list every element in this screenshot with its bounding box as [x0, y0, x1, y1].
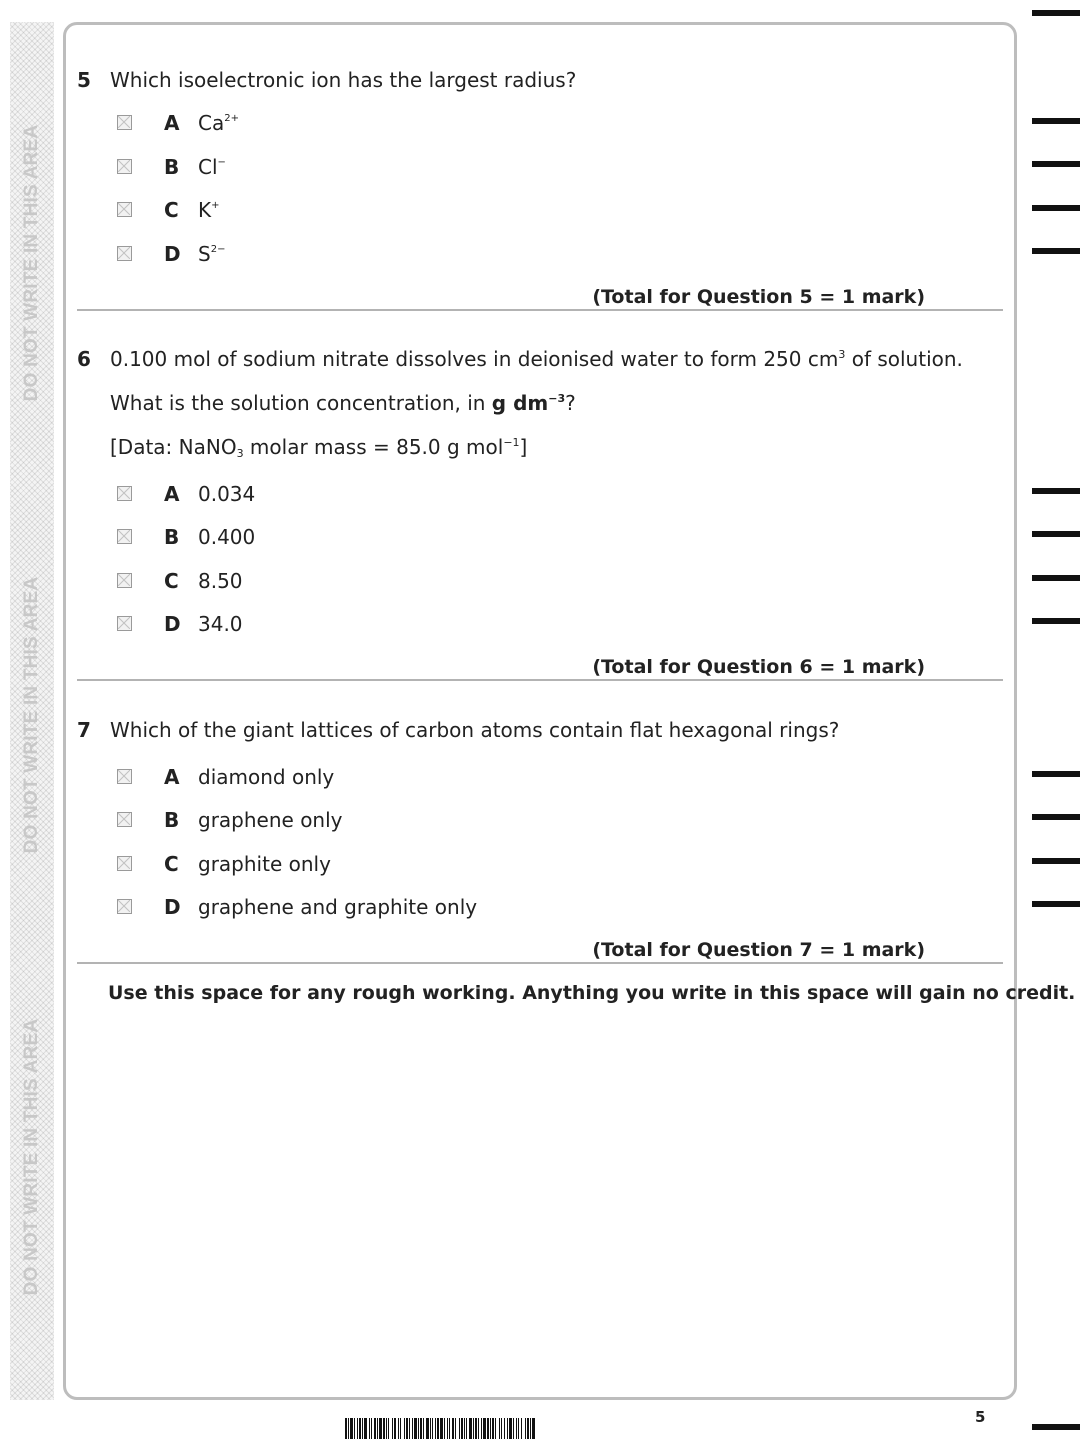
- prompt-text: What is the solution concentration, in: [110, 391, 492, 415]
- registration-mark: [1032, 575, 1080, 581]
- data-text: ]: [519, 435, 528, 459]
- margin-warning: DO NOT WRITE IN THIS AREA: [21, 1018, 42, 1296]
- barcode-bar: [509, 1418, 512, 1439]
- data-sub: 3: [236, 447, 244, 460]
- barcode-bar: [388, 1418, 389, 1439]
- barcode-bar: [359, 1418, 361, 1439]
- barcode-bar: [492, 1418, 494, 1439]
- ion-symbol: Ca: [198, 111, 225, 135]
- prompt-unit-sup: −3: [548, 392, 566, 405]
- divider: [77, 962, 1003, 964]
- barcode-bar: [414, 1418, 417, 1439]
- registration-mark: [1032, 161, 1080, 167]
- question-6-number: 6: [77, 347, 91, 371]
- barcode-bar: [386, 1418, 387, 1439]
- barcode-bar: [532, 1418, 535, 1439]
- option-text: [198, 111, 239, 135]
- barcode-bar: [513, 1418, 514, 1439]
- barcode-bar: [420, 1418, 422, 1439]
- registration-mark: [1032, 488, 1080, 494]
- barcode-bar: [444, 1418, 445, 1439]
- stem-sup: 3: [838, 348, 846, 361]
- barcode-bar: [495, 1418, 496, 1439]
- option-letter: D: [164, 895, 181, 919]
- barcode-bar: [418, 1418, 419, 1439]
- option-text: graphene only: [198, 808, 343, 832]
- ion-charge: 2+: [224, 113, 239, 124]
- barcode-bar: [374, 1418, 376, 1439]
- registration-mark: [1032, 858, 1080, 864]
- barcode-bar: [350, 1418, 353, 1439]
- barcode-bar: [364, 1418, 367, 1439]
- option-letter: B: [164, 808, 180, 832]
- question-7-stem: Which of the giant lattices of carbon atoms contain flat hexagonal rings?: [110, 718, 840, 742]
- question-5-number: 5: [77, 68, 91, 92]
- option-text: diamond only: [198, 765, 335, 789]
- page-number: 5: [975, 1408, 986, 1426]
- question-6-option-a[interactable]: [117, 482, 617, 508]
- barcode-bar: [357, 1418, 358, 1439]
- option-text: graphene and graphite only: [198, 895, 478, 919]
- answer-checkbox[interactable]: [117, 812, 132, 827]
- registration-mark: [1032, 1424, 1080, 1430]
- option-letter: D: [164, 242, 181, 266]
- barcode-bar: [432, 1418, 433, 1439]
- question-5-option-d[interactable]: [117, 242, 617, 268]
- option-text: [198, 155, 226, 179]
- barcode-bar: [400, 1418, 401, 1439]
- barcode-bar: [499, 1418, 500, 1439]
- option-letter: B: [164, 525, 180, 549]
- option-letter: C: [164, 569, 179, 593]
- barcode: [345, 1418, 735, 1439]
- answer-checkbox[interactable]: [117, 573, 132, 588]
- barcode-bar: [459, 1418, 460, 1439]
- ion-charge: 2−: [210, 244, 226, 255]
- option-letter: C: [164, 198, 179, 222]
- data-text: [Data: NaNO: [110, 435, 237, 459]
- question-5-option-b[interactable]: [117, 155, 617, 181]
- barcode-bar: [392, 1418, 393, 1439]
- option-letter: A: [164, 765, 180, 789]
- option-text: 0.034: [198, 482, 256, 506]
- question-6-option-c[interactable]: [117, 569, 617, 595]
- barcode-bar: [473, 1418, 474, 1439]
- question-5-total: (Total for Question 5 = 1 mark): [592, 286, 925, 308]
- answer-checkbox[interactable]: [117, 486, 132, 501]
- barcode-bar: [530, 1418, 531, 1439]
- registration-mark: [1032, 814, 1080, 820]
- rough-working-instruction: Use this space for any rough working. Anything you write in this space will gain no credit.: [108, 982, 1076, 1004]
- divider: [77, 309, 1003, 311]
- option-letter: A: [164, 111, 180, 135]
- option-text: [198, 242, 225, 266]
- barcode-bar: [518, 1418, 519, 1439]
- barcode-bar: [345, 1418, 347, 1439]
- barcode-bar: [409, 1418, 410, 1439]
- answer-checkbox[interactable]: [117, 529, 132, 544]
- barcode-bar: [507, 1418, 508, 1439]
- prompt-unit: g dm: [491, 391, 549, 415]
- barcode-bar: [379, 1418, 382, 1439]
- barcode-bar: [466, 1418, 467, 1439]
- stem-text: of solution.: [845, 347, 963, 371]
- question-7-option-a[interactable]: [117, 765, 617, 791]
- answer-checkbox[interactable]: [117, 899, 132, 914]
- question-7-total: (Total for Question 7 = 1 mark): [592, 939, 925, 961]
- question-5-option-a[interactable]: [117, 111, 617, 137]
- registration-mark: [1032, 901, 1080, 907]
- margin-warning: DO NOT WRITE IN THIS AREA: [21, 576, 42, 854]
- barcode-bar: [501, 1418, 502, 1439]
- barcode-bar: [487, 1418, 489, 1439]
- registration-mark: [1032, 248, 1080, 254]
- question-7-number: 7: [77, 718, 91, 742]
- barcode-bar: [475, 1418, 477, 1439]
- answer-checkbox[interactable]: [117, 769, 132, 784]
- answer-checkbox[interactable]: [117, 856, 132, 871]
- barcode-bar: [371, 1418, 372, 1439]
- barcode-bar: [481, 1418, 482, 1439]
- registration-mark: [1032, 618, 1080, 624]
- question-6-total: (Total for Question 6 = 1 mark): [592, 656, 925, 678]
- barcode-bar: [412, 1418, 413, 1439]
- barcode-bar: [354, 1418, 355, 1439]
- option-text: 34.0: [198, 612, 243, 636]
- question-5-stem: Which isoelectronic ion has the largest radius?: [110, 68, 577, 92]
- ion-symbol: S: [198, 242, 211, 266]
- barcode-bar: [461, 1418, 463, 1439]
- barcode-bar: [527, 1418, 529, 1439]
- answer-checkbox[interactable]: [117, 159, 132, 174]
- barcode-bar: [394, 1418, 396, 1439]
- data-text: molar mass = 85.0 g mol: [243, 435, 504, 459]
- barcode-bar: [440, 1418, 443, 1439]
- barcode-bar: [525, 1418, 526, 1439]
- barcode-bar: [398, 1418, 399, 1439]
- prompt-text: ?: [565, 391, 576, 415]
- margin-warning: DO NOT WRITE IN THIS AREA: [21, 124, 42, 402]
- registration-mark: [1032, 205, 1080, 211]
- data-sup: −1: [503, 436, 520, 449]
- barcode-bar: [406, 1418, 408, 1439]
- barcode-bar: [383, 1418, 385, 1439]
- barcode-bar: [369, 1418, 370, 1439]
- ion-symbol: Cl: [198, 155, 218, 179]
- barcode-bar: [455, 1418, 456, 1439]
- barcode-bar: [447, 1418, 448, 1439]
- barcode-bar: [362, 1418, 363, 1439]
- question-5-option-c[interactable]: [117, 198, 617, 224]
- registration-mark: [1032, 531, 1080, 537]
- answer-checkbox[interactable]: [117, 616, 132, 631]
- barcode-bar: [464, 1418, 465, 1439]
- registration-mark: [1032, 118, 1080, 124]
- answer-frame: [63, 22, 1017, 1400]
- question-7-option-d[interactable]: [117, 895, 617, 921]
- barcode-bar: [437, 1418, 439, 1439]
- registration-mark: [1032, 10, 1080, 16]
- barcode-bar: [435, 1418, 436, 1439]
- divider: [77, 679, 1003, 681]
- barcode-bar: [469, 1418, 472, 1439]
- answer-checkbox[interactable]: [117, 246, 132, 261]
- question-6-stem: [110, 347, 963, 371]
- barcode-bar: [516, 1418, 517, 1439]
- question-7-option-b[interactable]: [117, 808, 617, 834]
- option-letter: B: [164, 155, 180, 179]
- option-text: 8.50: [198, 569, 243, 593]
- stem-text: 0.100 mol of sodium nitrate dissolves in deionised water to form 250 cm: [110, 347, 839, 371]
- question-6-data: [110, 435, 527, 460]
- option-letter: C: [164, 852, 179, 876]
- barcode-bar: [404, 1418, 405, 1439]
- option-text: 0.400: [198, 525, 256, 549]
- ion-charge: +: [211, 200, 220, 211]
- barcode-bar: [348, 1418, 349, 1439]
- ion-symbol: K: [198, 198, 212, 222]
- question-6-option-b[interactable]: [117, 525, 617, 551]
- option-text: [198, 198, 220, 222]
- answer-checkbox[interactable]: [117, 115, 132, 130]
- answer-checkbox[interactable]: [117, 202, 132, 217]
- barcode-bar: [483, 1418, 486, 1439]
- barcode-bar: [521, 1418, 522, 1439]
- question-7-option-c[interactable]: [117, 852, 617, 878]
- registration-mark: [1032, 771, 1080, 777]
- barcode-bar: [426, 1418, 429, 1439]
- barcode-bar: [478, 1418, 479, 1439]
- barcode-bar: [449, 1418, 450, 1439]
- barcode-bar: [423, 1418, 424, 1439]
- barcode-bar: [490, 1418, 491, 1439]
- option-text: graphite only: [198, 852, 331, 876]
- barcode-bar: [377, 1418, 378, 1439]
- barcode-bar: [430, 1418, 431, 1439]
- ion-charge: −: [217, 157, 226, 168]
- barcode-bar: [452, 1418, 454, 1439]
- barcode-bar: [504, 1418, 505, 1439]
- option-letter: A: [164, 482, 180, 506]
- question-6-option-d[interactable]: [117, 612, 617, 638]
- question-6-prompt: [110, 391, 576, 415]
- option-letter: D: [164, 612, 181, 636]
